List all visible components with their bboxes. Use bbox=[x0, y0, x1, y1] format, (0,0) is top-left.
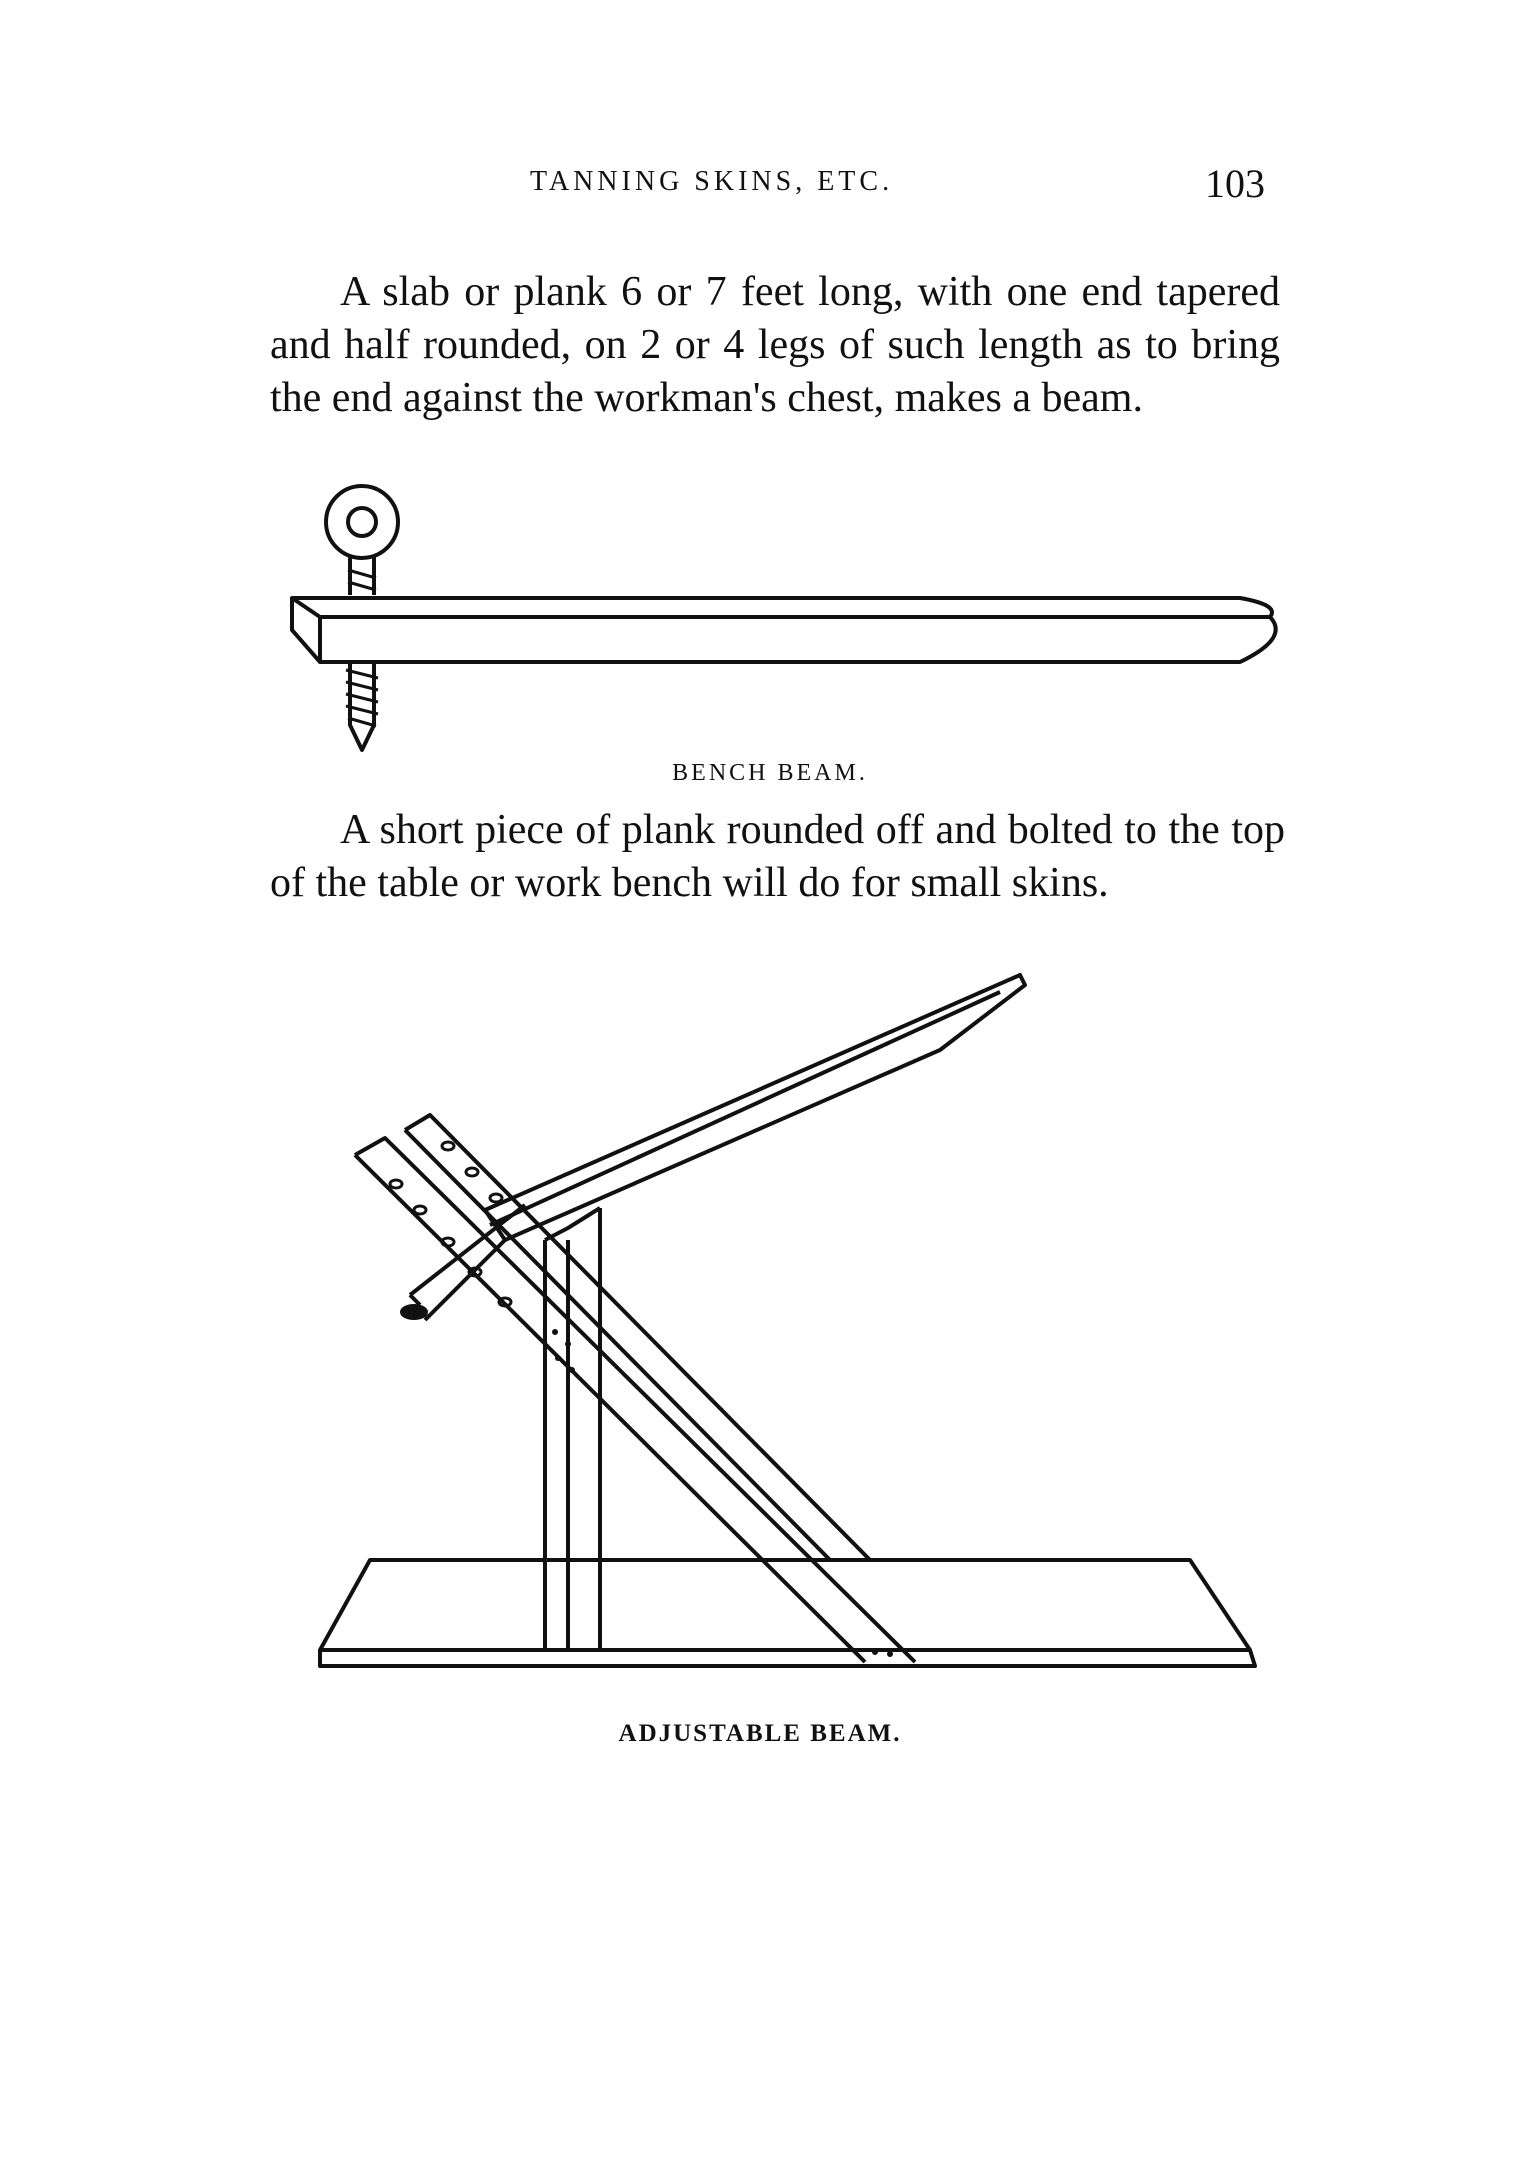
eye-bolt-ring bbox=[326, 486, 398, 558]
base-board-top bbox=[320, 1560, 1250, 1650]
plank-front-face bbox=[292, 598, 1276, 662]
paragraph-bench-beam: A slab or plank 6 or 7 feet long, with one end tapered and half rounded, on 2 or 4 legs of such length as to bring the end against the workman's chest, makes a beam. bbox=[270, 269, 1280, 421]
upright-post bbox=[545, 1208, 600, 1650]
paragraph-small-skins: A short piece of plank rounded off and bolted to the top of the table or work bench will do for small skins. bbox=[270, 807, 1285, 906]
tilted-beam bbox=[485, 975, 1025, 1240]
adjustable-beam-illustration bbox=[300, 960, 1260, 1680]
caption-bench-beam: BENCH BEAM. bbox=[672, 760, 868, 786]
front-diagonal-leg bbox=[355, 1138, 915, 1662]
running-head: TANNING SKINS, ETC. bbox=[530, 166, 894, 197]
bench-beam-illustration bbox=[280, 480, 1280, 760]
plank-top-face bbox=[292, 598, 1272, 617]
base-board-front bbox=[320, 1650, 1255, 1666]
caption-adjustable-beam: ADJUSTABLE BEAM. bbox=[618, 1720, 902, 1747]
page-number: 103 bbox=[1205, 161, 1265, 206]
